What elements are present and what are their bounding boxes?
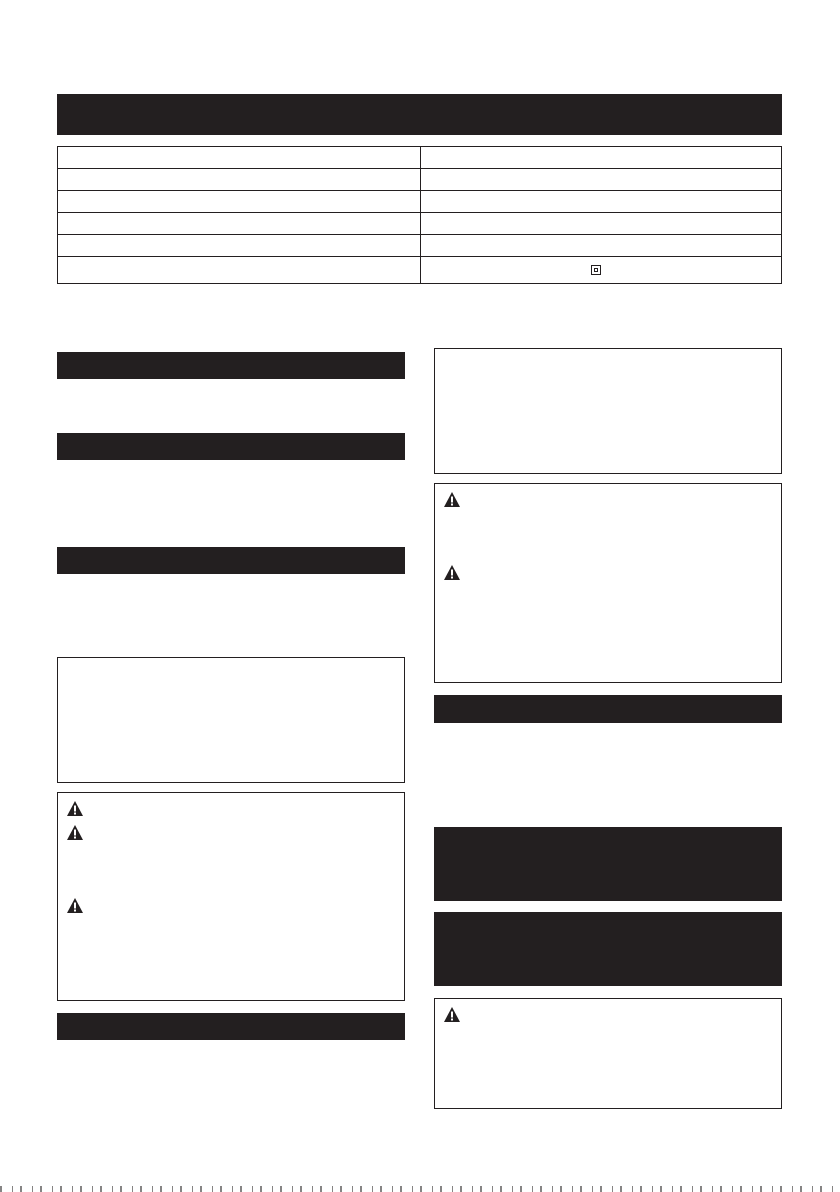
double-insulation-icon [591, 265, 601, 275]
section-header-bar [57, 547, 405, 574]
note-box [57, 657, 405, 783]
table-cell [58, 147, 421, 169]
table-row [58, 147, 782, 169]
warning-triangle-icon [66, 824, 84, 841]
warning-triangle-icon [66, 897, 84, 914]
table-cell [421, 169, 782, 191]
section-header-bar [57, 1013, 405, 1040]
table-cell [58, 235, 421, 257]
section-header-bar [57, 352, 405, 379]
warning-triangle-icon [66, 800, 84, 817]
table-cell [58, 169, 421, 191]
section-header-bar [434, 695, 782, 723]
warning-box [434, 998, 782, 1109]
table-row [58, 257, 782, 284]
table-cell [421, 213, 782, 235]
table-cell [421, 147, 782, 169]
specifications-table [57, 146, 782, 284]
table-row [58, 191, 782, 213]
note-box [434, 348, 782, 474]
table-cell [421, 235, 782, 257]
table-cell [421, 257, 782, 284]
table-row [58, 235, 782, 257]
table-cell [58, 191, 421, 213]
notice-bar [434, 912, 782, 986]
notice-bar [434, 827, 782, 901]
table-cell [421, 191, 782, 213]
specifications-title-bar [57, 94, 782, 135]
table-row [58, 213, 782, 235]
table-cell [58, 257, 421, 284]
section-header-bar [57, 433, 405, 460]
warning-triangle-icon [443, 1006, 461, 1023]
page-edge-marks [0, 1186, 840, 1192]
table-cell [58, 213, 421, 235]
warning-box [434, 483, 782, 683]
warning-box [57, 792, 405, 1001]
warning-triangle-icon [443, 564, 461, 581]
table-row [58, 169, 782, 191]
warning-triangle-icon [443, 491, 461, 508]
